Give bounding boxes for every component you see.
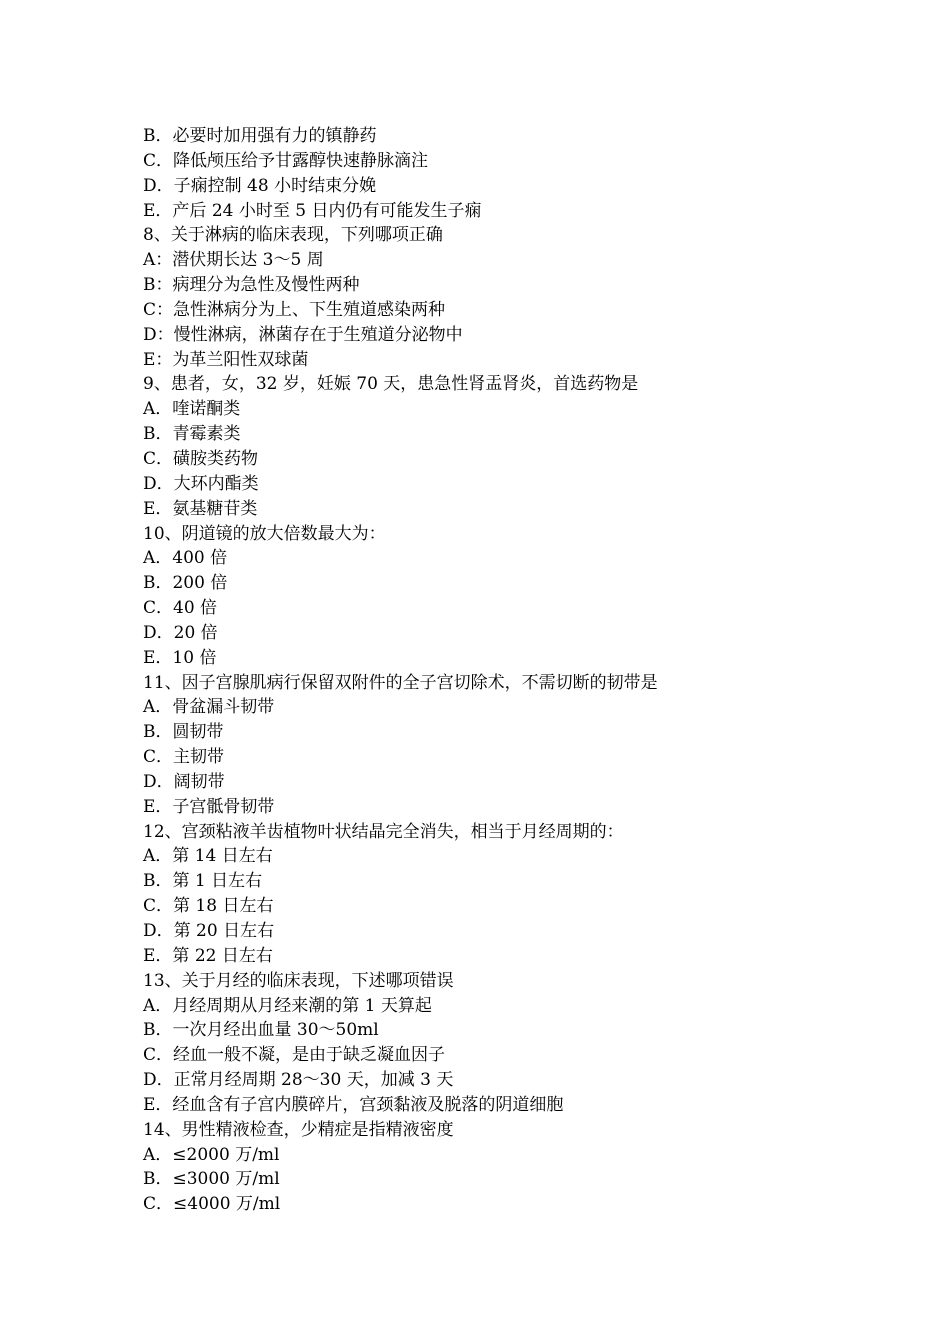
text-line: C．40 倍 [143,598,218,619]
text-line: E．子宫骶骨韧带 [143,796,275,817]
text-line: 11、因子宫腺肌病行保留双附件的全子宫切除术，不需切断的韧带是 [143,672,658,693]
text-line: B．第 1 日左右 [143,871,263,892]
text-line: C．≤4000 万/ml [143,1194,281,1215]
text-line: C：急性淋病分为上、下生殖道感染两种 [143,299,446,320]
text-line: B．圆韧带 [143,722,224,743]
text-line: A．≤2000 万/ml [143,1144,280,1165]
text-line: E．氨基糖苷类 [143,498,258,519]
text-line: B．必要时加用强有力的镇静药 [143,126,377,146]
text-line: A．喹诺酮类 [143,399,241,420]
text-line: E．产后 24 小时至 5 日内仍有可能发生子痫 [143,200,482,221]
text-line: C．降低颅压给予甘露醇快速静脉滴注 [143,150,429,171]
text-line: C．第 18 日左右 [143,896,274,917]
text-line: D．大环内酯类 [143,473,259,494]
text-line: E．10 倍 [143,647,217,668]
text-line: D．20 倍 [143,622,218,643]
text-line: A：潜伏期长达 3～5 周 [143,250,324,271]
text-line: B．一次月经出血量 30～50ml [143,1020,379,1041]
text-line: B．≤3000 万/ml [143,1169,280,1190]
text-line: A．400 倍 [143,548,228,569]
text-line: D．阔韧带 [143,771,225,792]
text-line: 9、患者，女，32 岁，妊娠 70 天，患急性肾盂肾炎，首选药物是 [143,374,639,395]
text-line: C．主韧带 [143,747,225,768]
text-line: E．经血含有子宫内膜碎片，宫颈黏液及脱落的阴道细胞 [143,1094,564,1115]
text-line: D．第 20 日左右 [143,921,275,941]
text-line: C．经血一般不凝，是由于缺乏凝血因子 [143,1045,446,1066]
text-line: D．正常月经周期 28～30 天，加减 3 天 [143,1070,454,1091]
text-line: A．第 14 日左右 [143,846,273,867]
text-line: D：慢性淋病，淋菌存在于生殖道分泌物中 [143,324,463,345]
document-text [143,124,823,1217]
text-line: B．200 倍 [143,573,228,594]
text-line: D．子痫控制 48 小时结束分娩 [143,175,377,196]
text-line: B．青霉素类 [143,424,241,445]
text-line: E：为革兰阳性双球菌 [143,349,309,370]
text-line: 12、宫颈粘液羊齿植物叶状结晶完全消失，相当于月经周期的： [143,821,624,842]
text-line: A．月经周期从月经来潮的第 1 天算起 [143,995,432,1016]
text-line: B：病理分为急性及慢性两种 [143,275,360,296]
text-line: 13、关于月经的临床表现，下述哪项错误 [143,970,454,991]
text-line: 10、阴道镜的放大倍数最大为： [143,523,386,544]
text-line: C．磺胺类药物 [143,448,259,469]
text-line: 14、男性精液检查，少精症是指精液密度 [143,1119,454,1140]
text-line: 8、关于淋病的临床表现，下列哪项正确 [143,225,443,246]
text-line: A．骨盆漏斗韧带 [143,697,275,718]
text-line: E．第 22 日左右 [143,945,273,966]
